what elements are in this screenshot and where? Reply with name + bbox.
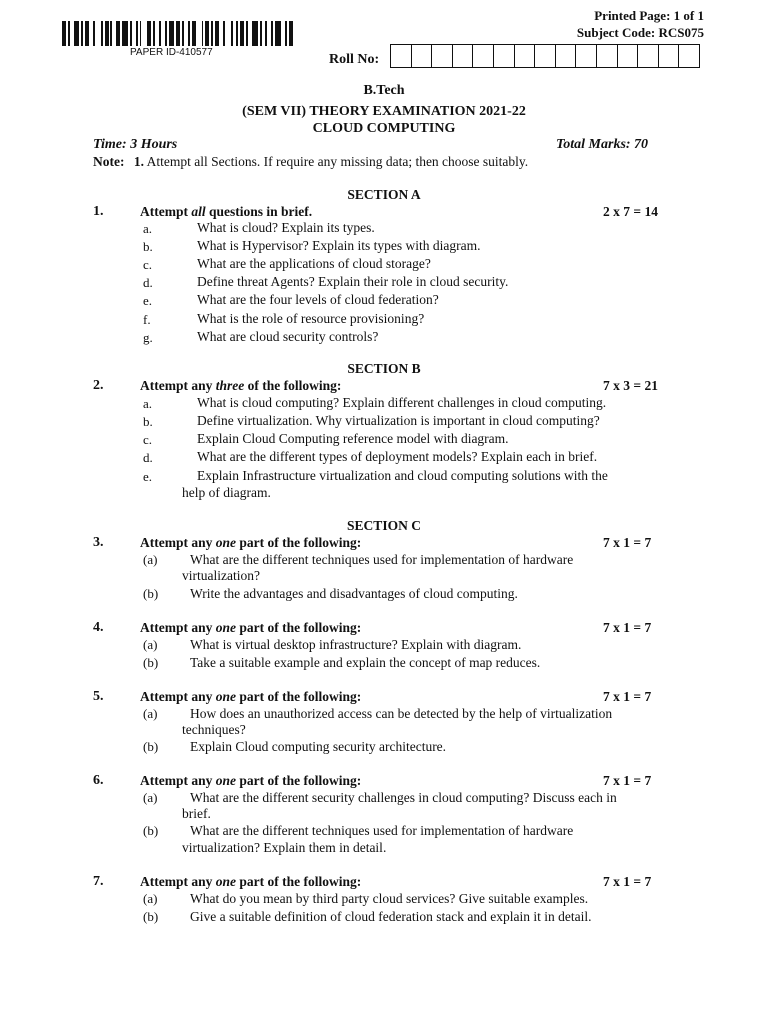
item-label: f. bbox=[143, 312, 151, 327]
question-heading: Attempt any one part of the following: bbox=[140, 620, 362, 635]
question-marks: 7 x 1 = 7 bbox=[603, 874, 652, 889]
section-title: SECTION A bbox=[347, 187, 421, 202]
section-title: SECTION B bbox=[347, 361, 421, 376]
question-heading: Attempt any one part of the following: bbox=[140, 535, 362, 550]
item-label: (a) bbox=[143, 637, 158, 652]
item-label: (a) bbox=[143, 891, 158, 906]
item-label: e. bbox=[143, 469, 153, 484]
roll-no-box[interactable] bbox=[679, 44, 700, 68]
exam-title: (SEM VII) THEORY EXAMINATION 2021-22 bbox=[242, 104, 526, 119]
question-heading: Attempt any one part of the following: bbox=[140, 689, 362, 704]
item-text-continued: help of diagram. bbox=[182, 485, 271, 500]
note bbox=[93, 154, 528, 170]
item-text: Take a suitable example and explain the concept of map reduces. bbox=[190, 655, 541, 670]
item-label: e. bbox=[143, 293, 153, 308]
item-label: b. bbox=[143, 239, 153, 254]
item-text: Give a suitable definition of cloud federation stack and explain it in detail. bbox=[190, 909, 592, 924]
item-label: a. bbox=[143, 221, 153, 236]
note-text: Attempt all Sections. If require any missing data; then choose suitably. bbox=[146, 154, 529, 169]
item-text: What are cloud security controls? bbox=[197, 329, 379, 344]
note-label: Note: bbox=[93, 154, 125, 169]
item-label: g. bbox=[143, 330, 153, 345]
question-marks: 2 x 7 = 14 bbox=[603, 204, 658, 219]
question-number: 3. bbox=[93, 535, 104, 550]
item-text: Define virtualization. Why virtualization is important in cloud computing? bbox=[197, 413, 600, 428]
barcode bbox=[62, 21, 295, 46]
item-text-continued: brief. bbox=[182, 806, 211, 821]
roll-no-box[interactable] bbox=[432, 44, 453, 68]
degree-title: B.Tech bbox=[363, 83, 405, 98]
time-label: Time: 3 Hours bbox=[93, 137, 178, 152]
item-text: What are the different techniques used for implementation of hardware bbox=[190, 552, 574, 567]
subject-title: CLOUD COMPUTING bbox=[312, 121, 456, 136]
item-text: Explain Infrastructure virtualization and cloud computing solutions with the bbox=[197, 468, 608, 483]
roll-no-box[interactable] bbox=[515, 44, 536, 68]
item-text: What is cloud? Explain its types. bbox=[197, 220, 375, 235]
note-number: 1. bbox=[133, 154, 144, 169]
item-label: d. bbox=[143, 450, 153, 465]
item-text: What are the applications of cloud storage? bbox=[197, 256, 431, 271]
item-label: (a) bbox=[143, 706, 158, 721]
item-text: What is cloud computing? Explain different challenges in cloud computing. bbox=[197, 395, 607, 410]
question-heading: Attempt any three of the following: bbox=[140, 378, 342, 393]
item-label: c. bbox=[143, 257, 153, 272]
item-label: d. bbox=[143, 275, 153, 290]
question-marks: 7 x 1 = 7 bbox=[603, 535, 652, 550]
item-text: What are the different techniques used for implementation of hardware bbox=[190, 823, 574, 838]
item-text: What do you mean by third party cloud services? Give suitable examples. bbox=[190, 891, 589, 906]
roll-no-box[interactable] bbox=[535, 44, 556, 68]
question-number: 7. bbox=[93, 874, 104, 889]
item-label: (a) bbox=[143, 552, 158, 567]
item-label: a. bbox=[143, 396, 153, 411]
item-text: What are the different security challenges in cloud computing? Discuss each in bbox=[190, 790, 617, 805]
item-text: What are the four levels of cloud federation? bbox=[197, 292, 439, 307]
item-text: What are the different types of deployment models? Explain each in brief. bbox=[197, 449, 598, 464]
roll-no-box[interactable] bbox=[597, 44, 618, 68]
roll-no-box[interactable] bbox=[473, 44, 494, 68]
item-text: Explain Cloud computing security architecture. bbox=[190, 739, 447, 754]
roll-no-box[interactable] bbox=[618, 44, 639, 68]
item-text: What is Hypervisor? Explain its types with diagram. bbox=[197, 238, 481, 253]
question-heading: Attempt any one part of the following: bbox=[140, 773, 362, 788]
item-text-continued: virtualization? bbox=[182, 568, 260, 583]
roll-no-label: Roll No: bbox=[329, 52, 380, 67]
paper-id: PAPER ID-410577 bbox=[130, 47, 213, 58]
subject-code: Subject Code: RCS075 bbox=[576, 25, 704, 40]
item-text: Explain Cloud Computing reference model with diagram. bbox=[197, 431, 509, 446]
roll-no-box[interactable] bbox=[494, 44, 515, 68]
item-text-continued: virtualization? Explain them in detail. bbox=[182, 840, 387, 855]
item-label: (a) bbox=[143, 790, 158, 805]
question-number: 6. bbox=[93, 773, 104, 788]
roll-no-box[interactable] bbox=[576, 44, 597, 68]
question-marks: 7 x 1 = 7 bbox=[603, 773, 652, 788]
item-text: Define threat Agents? Explain their role in cloud security. bbox=[197, 274, 509, 289]
question-number: 1. bbox=[93, 204, 104, 219]
roll-no-box[interactable] bbox=[453, 44, 474, 68]
roll-no-box[interactable] bbox=[412, 44, 433, 68]
item-label: (b) bbox=[143, 909, 159, 924]
item-text: How does an unauthorized access can be detected by the help of virtualization bbox=[190, 706, 613, 721]
item-label: (b) bbox=[143, 655, 159, 670]
question-number: 5. bbox=[93, 689, 104, 704]
question-marks: 7 x 1 = 7 bbox=[603, 689, 652, 704]
item-label: b. bbox=[143, 414, 153, 429]
question-marks: 7 x 1 = 7 bbox=[603, 620, 652, 635]
total-marks: Total Marks: 70 bbox=[556, 137, 649, 152]
question-marks: 7 x 3 = 21 bbox=[603, 378, 658, 393]
roll-no-box[interactable] bbox=[391, 44, 412, 68]
item-label: (b) bbox=[143, 586, 159, 601]
item-label: (b) bbox=[143, 739, 159, 754]
roll-no-box[interactable] bbox=[659, 44, 680, 68]
item-text-continued: techniques? bbox=[182, 722, 246, 737]
roll-no-boxes[interactable] bbox=[390, 44, 700, 68]
question-heading: Attempt any one part of the following: bbox=[140, 874, 362, 889]
question-number: 2. bbox=[93, 378, 104, 393]
roll-no-box[interactable] bbox=[638, 44, 659, 68]
item-text: What is the role of resource provisioning? bbox=[197, 311, 425, 326]
roll-no-box[interactable] bbox=[556, 44, 577, 68]
question-heading: Attempt all questions in brief. bbox=[140, 204, 313, 219]
printed-page: Printed Page: 1 of 1 bbox=[594, 8, 704, 23]
item-text: What is virtual desktop infrastructure? Explain with diagram. bbox=[190, 637, 522, 652]
question-number: 4. bbox=[93, 620, 104, 635]
item-text: Write the advantages and disadvantages of cloud computing. bbox=[190, 586, 518, 601]
item-label: (b) bbox=[143, 823, 159, 838]
section-title: SECTION C bbox=[347, 518, 421, 533]
item-label: c. bbox=[143, 432, 153, 447]
